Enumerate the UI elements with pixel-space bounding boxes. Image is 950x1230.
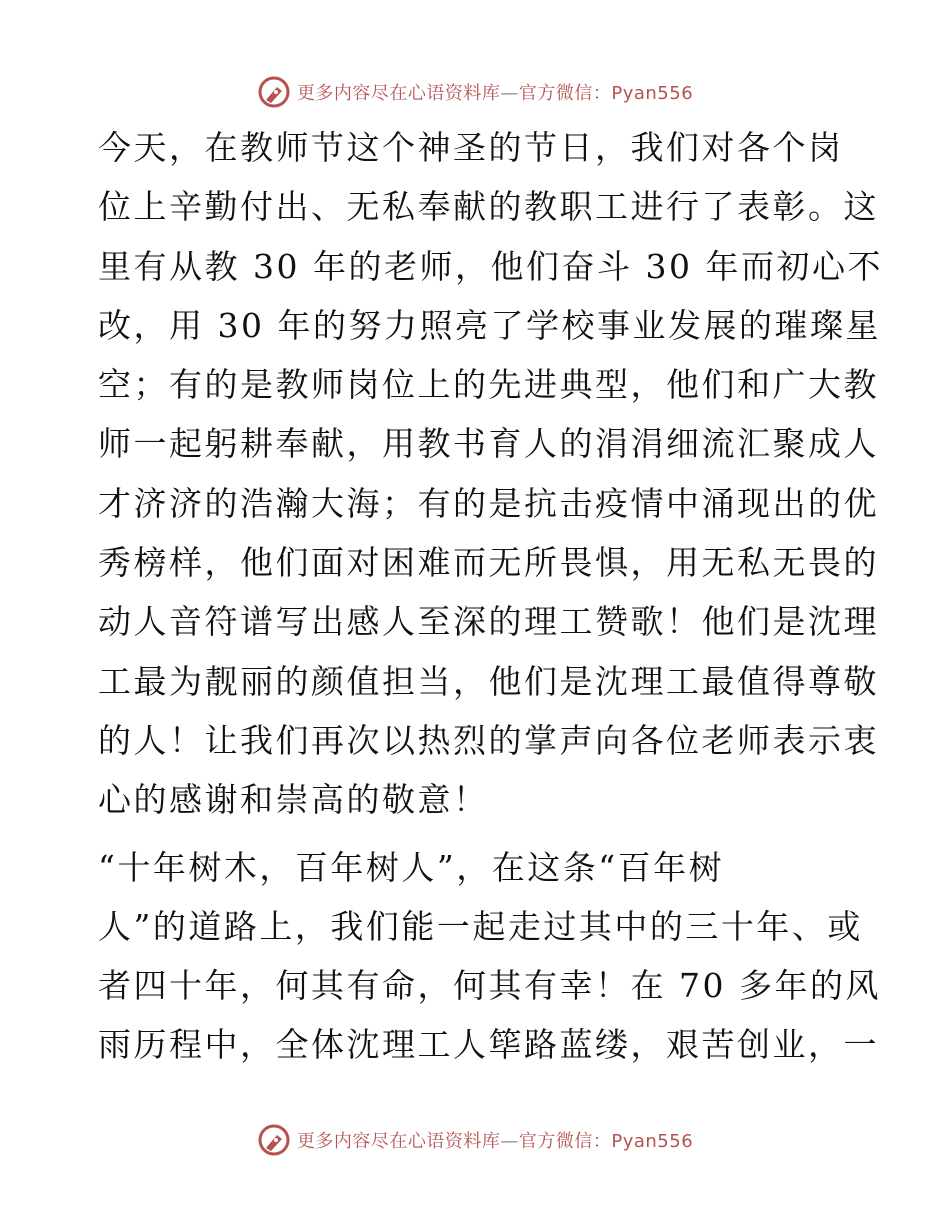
text-line: 师一起躬耕奉献，用教书育人的涓涓细流汇聚成人 [98,424,879,464]
text-line: 心的感谢和崇高的敬意！ [98,780,489,820]
text-line: 工最为靓丽的颜值担当，他们是沈理工最值得尊敬 [98,661,879,701]
text-line: “十年树木，百年树人”，在这条“百年树 [98,847,725,887]
text-line: 改，用 30 年的努力照亮了学校事业发展的璀璨星 [98,305,881,345]
footer-wechat: 官方微信：Pyan556 [518,1131,694,1152]
footer-brand: 更多内容尽在心语资料库 [296,1131,501,1152]
header-wechat: 官方微信：Pyan556 [518,83,694,104]
text-line: 秀榜样，他们面对困难而无所畏惧，用无私无畏的 [98,543,879,583]
text-line: 里有从教 30 年的老师，他们奋斗 30 年而初心不 [98,246,883,286]
text-line: 空；有的是教师岗位上的先进典型，他们和广大教 [98,365,879,405]
text-line: 雨历程中，全体沈理工人筚路蓝缕，艰苦创业，一 [98,1025,879,1065]
text-line: 动人音符谱写出感人至深的理工赞歌！他们是沈理 [98,602,879,642]
header-banner [0,72,950,112]
text-line: 才济济的浩瀚大海；有的是抗击疫情中涌现出的优 [98,483,879,523]
footer-banner [0,1120,950,1160]
header-brand: 更多内容尽在心语资料库 [296,83,501,104]
text-line: 今天，在教师节这个神圣的节日，我们对各个岗 [98,128,844,167]
text-line: 人”的道路上，我们能一起走过其中的三十年、或 [98,906,863,946]
paragraph-2 [98,838,881,1075]
pen-nib-logo-icon [257,75,291,109]
paragraph-1 [98,118,883,830]
header-separator: — [500,83,519,104]
text-line: 位上辛勤付出、无私奉献的教职工进行了表彰。这 [98,187,879,227]
document-body [98,118,883,1075]
text-line: 者四十年，何其有命，何其有幸！在 70 多年的风 [98,966,881,1006]
text-line: 的人！让我们再次以热烈的掌声向各位老师表示衷 [98,720,879,760]
footer-separator: — [500,1131,519,1152]
pen-nib-logo-icon [257,1123,291,1157]
header-text [297,79,693,105]
footer-text [297,1127,693,1153]
